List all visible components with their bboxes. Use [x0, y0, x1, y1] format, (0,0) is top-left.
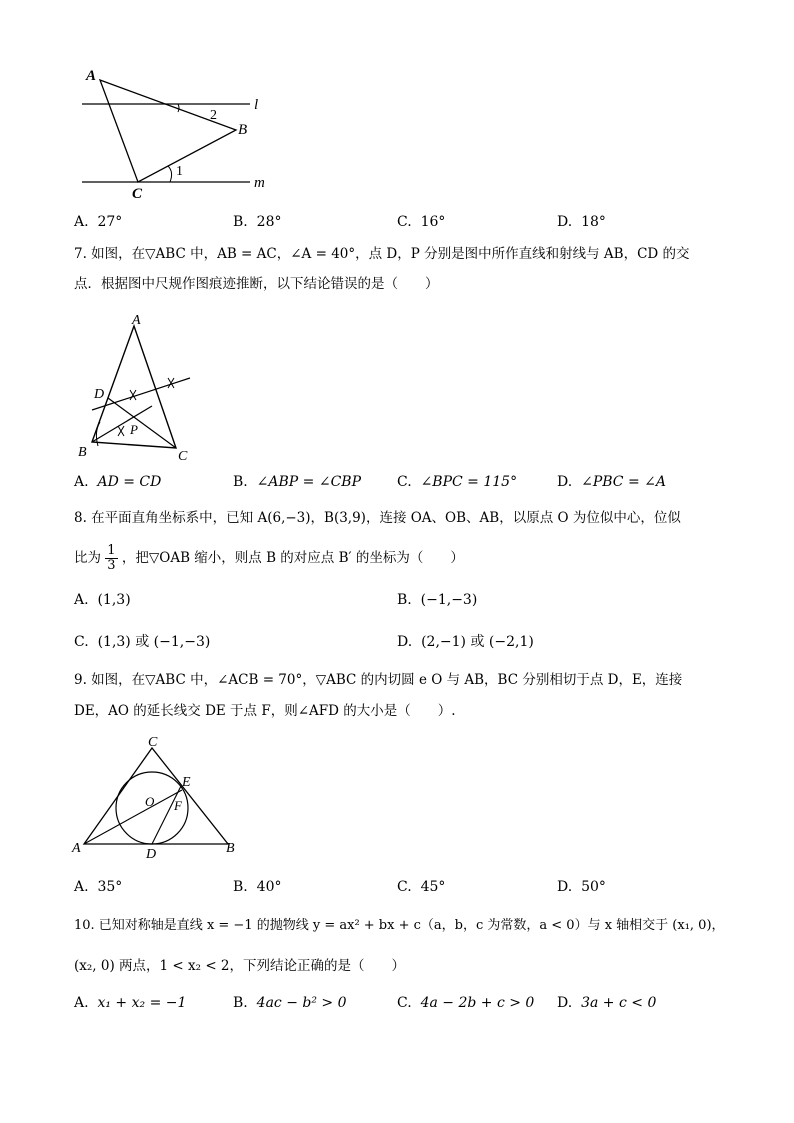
- q7-option-c[interactable]: C. ∠BPC = 115°: [397, 474, 518, 490]
- q8-option-a[interactable]: A. (1,3): [74, 592, 131, 608]
- label-angle-1: 1: [176, 164, 183, 179]
- q7-option-a[interactable]: A. AD = CD: [74, 474, 162, 490]
- q6-option-c[interactable]: C. 16°: [397, 214, 446, 230]
- q10-option-c[interactable]: C. 4a − 2b + c > 0: [397, 995, 535, 1011]
- q7-label-C: C: [178, 449, 188, 464]
- q7-label-P: P: [130, 422, 138, 437]
- fraction-one-third: $\frac{1}{3}$: [107, 543, 116, 573]
- q9-label-D: D: [146, 847, 157, 862]
- q6-option-a[interactable]: A. 27°: [74, 214, 123, 230]
- q9-label-A: A: [72, 841, 81, 856]
- segment-de: [152, 786, 181, 844]
- q9-label-B: B: [226, 841, 235, 856]
- q8-option-b[interactable]: B. (−1,−3): [397, 592, 478, 608]
- q9-label-O: O: [145, 794, 155, 809]
- q9-option-c[interactable]: C. 45°: [397, 879, 446, 895]
- perpendicular-bisector: [92, 378, 190, 410]
- segment-cd: [108, 398, 176, 448]
- angle-1-arc: [168, 166, 172, 182]
- q9-stem-line2: DE，AO 的延长线交 DE 于点 F，则∠AFD 的大小是（ ）.: [74, 703, 456, 719]
- figure-q7-triangle: [72, 308, 212, 466]
- q9-option-a[interactable]: A. 35°: [74, 879, 123, 895]
- angle-2-arc: [178, 104, 179, 112]
- label-m: m: [254, 175, 265, 191]
- label-angle-2: 2: [210, 108, 217, 123]
- q7-option-d[interactable]: D. ∠PBC = ∠A: [557, 474, 666, 490]
- triangle-abc-q9: [84, 748, 228, 844]
- q9-label-C: C: [148, 735, 158, 750]
- q7-stem-line2: 点．根据图中尺规作图痕迹推断，以下结论错误的是（ ）: [74, 276, 439, 292]
- label-B: B: [238, 122, 248, 138]
- q7-option-b[interactable]: B. ∠ABP = ∠CBP: [233, 474, 361, 490]
- q10-option-a[interactable]: A. x₁ + x₂ = −1: [74, 995, 187, 1011]
- figure-q9-incircle: [68, 732, 244, 864]
- q7-stem-line1: 7. 如图，在▽ABC 中，AB = AC，∠A = 40°，点 D，P 分别是图中所作直线和射线与 AB，CD 的交: [74, 246, 690, 262]
- q8-option-c[interactable]: C. (1,3) 或 (−1,−3): [74, 634, 211, 650]
- q6-option-d[interactable]: D. 18°: [557, 214, 606, 230]
- segment-ao-extended: [84, 790, 182, 844]
- q9-label-E: E: [182, 775, 191, 790]
- q10-stem-line2: (x₂, 0) 两点，1 < x₂ < 2，下列结论正确的是（ ）: [74, 958, 406, 974]
- q10-option-b[interactable]: B. 4ac − b² > 0: [233, 995, 347, 1011]
- q9-label-F: F: [174, 798, 182, 813]
- q6-option-b[interactable]: B. 28°: [233, 214, 282, 230]
- q7-label-A: A: [132, 313, 141, 328]
- q9-stem-line1: 9. 如图，在▽ABC 中，∠ACB = 70°，▽ABC 的内切圆 e O 与 AB，BC 分别相切于点 D，E，连接: [74, 672, 683, 688]
- label-A: A: [86, 68, 97, 84]
- q7-label-D: D: [94, 387, 105, 402]
- label-l: l: [254, 97, 259, 113]
- arc-mark-1: [130, 390, 136, 400]
- q10-option-d[interactable]: D. 3a + c < 0: [557, 995, 657, 1011]
- q8-option-d[interactable]: D. (2,−1) 或 (−2,1): [397, 634, 534, 650]
- q9-option-b[interactable]: B. 40°: [233, 879, 282, 895]
- q7-label-B: B: [78, 445, 87, 460]
- arc-mark-3: [118, 426, 124, 436]
- q8-stem-line2: 比为 $\frac{1}{3}$ ，把▽OAB 缩小，则点 B 的对应点 B′ 的坐标为（ ）: [74, 543, 464, 573]
- label-C: C: [132, 186, 143, 202]
- q8-stem-line1: 8. 在平面直角坐标系中，已知 A(6,−3)，B(3,9)，连接 OA、OB、AB，以原点 O 为位似中心，位似: [74, 510, 681, 526]
- q10-stem-line1: 10. 已知对称轴是直线 x = −1 的抛物线 y = ax² + bx + c（a，b，c 为常数，a < 0）与 x 轴相交于 (x₁, 0)，: [74, 918, 725, 933]
- q9-option-d[interactable]: D. 50°: [557, 879, 606, 895]
- figure-parallel-lines: [70, 62, 290, 202]
